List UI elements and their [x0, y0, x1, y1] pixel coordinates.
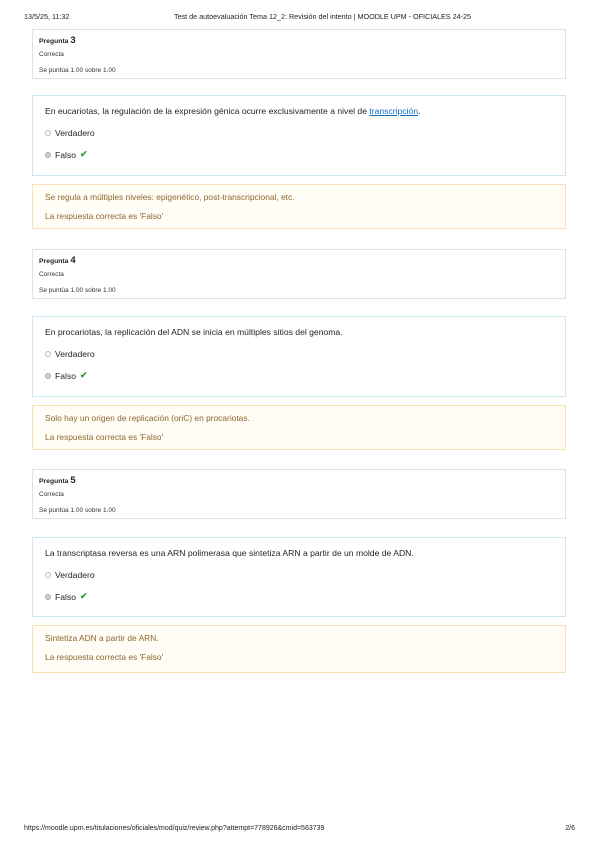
question-number: Pregunta 3: [39, 35, 76, 46]
question-grade: Se puntúa 1.00 sobre 1.00: [39, 67, 116, 74]
right-answer: La respuesta correcta es 'Falso': [45, 652, 164, 662]
print-datetime: 13/5/25, 11:32: [24, 12, 70, 21]
question-info-4: [32, 249, 566, 299]
question-text-box-5: [32, 537, 566, 617]
feedback-text: Se regula a múltiples niveles: epigenético, post-transcripcional, etc.: [45, 192, 295, 202]
print-page-title: Test de autoevaluación Tema 12_2: Revisión del intento | MOODLE UPM - OFICIALES 24-25: [174, 12, 471, 21]
question-status: Correcta: [39, 491, 64, 498]
question-text-box-4: [32, 316, 566, 397]
question-number: Pregunta 5: [39, 475, 76, 486]
check-icon: ✔: [80, 591, 88, 601]
option-false[interactable]: Falso ✔: [45, 370, 553, 381]
page-number: 2/6: [565, 825, 575, 832]
question-text-box-3: [32, 95, 566, 176]
radio-button-selected[interactable]: [45, 152, 51, 158]
question-grade: Se puntúa 1.00 sobre 1.00: [39, 507, 116, 514]
feedback-text: Solo hay un origen de replicación (oriC) en procariotas.: [45, 413, 250, 423]
glossary-link[interactable]: transcripción: [369, 106, 419, 116]
radio-button-selected[interactable]: [45, 373, 51, 379]
question-number: Pregunta 4: [39, 255, 76, 266]
option-true[interactable]: Verdadero: [45, 570, 553, 580]
radio-button[interactable]: [45, 572, 51, 578]
feedback-box-5: [32, 625, 566, 673]
question-text: La transcriptasa reversa es una ARN polimerasa que sintetiza ARN a partir de un molde de ADN.: [45, 548, 414, 558]
feedback-box-3: [32, 184, 566, 229]
question-text: En procariotas, la replicación del ADN se inicia en múltiples sitios del genoma.: [45, 327, 343, 337]
question-info-5: [32, 469, 566, 519]
check-icon: ✔: [80, 370, 88, 380]
option-false[interactable]: Falso ✔: [45, 149, 553, 160]
feedback-text: Sintetiza ADN a partir de ARN.: [45, 633, 159, 643]
option-true[interactable]: Verdadero: [45, 128, 553, 138]
question-status: Correcta: [39, 51, 64, 58]
option-true[interactable]: Verdadero: [45, 349, 553, 359]
question-info-3: [32, 29, 566, 79]
option-false[interactable]: Falso ✔: [45, 591, 553, 602]
question-grade: Se puntúa 1.00 sobre 1.00: [39, 287, 116, 294]
right-answer: La respuesta correcta es 'Falso': [45, 211, 164, 221]
right-answer: La respuesta correcta es 'Falso': [45, 432, 164, 442]
feedback-box-4: [32, 405, 566, 450]
question-status: Correcta: [39, 271, 64, 278]
radio-button-selected[interactable]: [45, 594, 51, 600]
check-icon: ✔: [80, 149, 88, 159]
question-text: En eucariotas, la regulación de la expresión génica ocurre exclusivamente a nivel de transcripción.: [45, 106, 421, 116]
print-url: https://moodle.upm.es/titulaciones/oficiales/mod/quiz/review.php?attempt=778926&cmid=563739: [24, 825, 325, 832]
radio-button[interactable]: [45, 351, 51, 357]
radio-button[interactable]: [45, 130, 51, 136]
